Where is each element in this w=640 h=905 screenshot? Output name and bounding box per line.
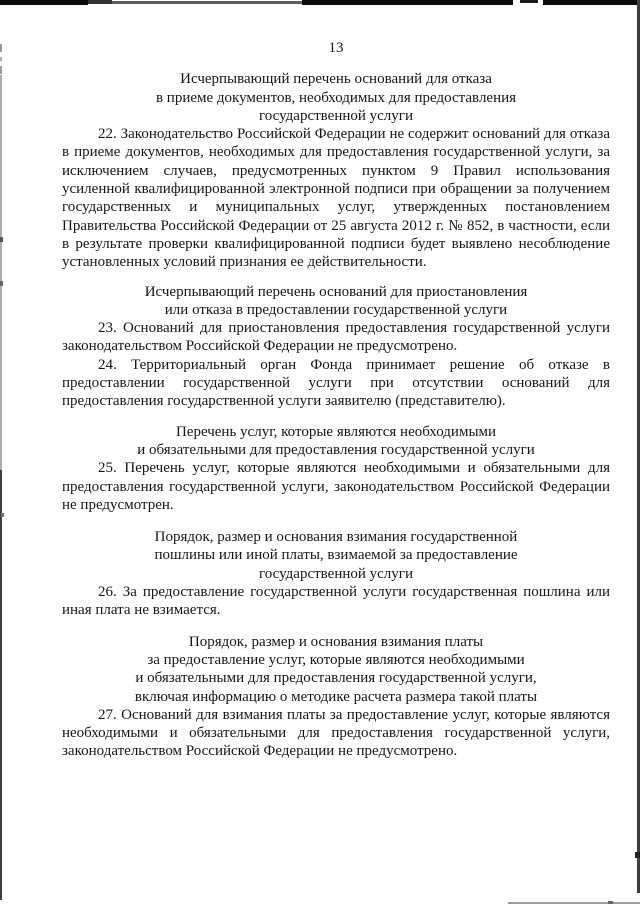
section-heading-line: или отказа в предоставлении государственной услуги bbox=[164, 301, 508, 318]
section-heading-line: включая информацию о методике расчета размера такой платы bbox=[134, 688, 538, 705]
scan-artifact-left-edge bbox=[0, 57, 2, 61]
scan-artifact-left-edge bbox=[0, 44, 2, 52]
section-heading-line: за предоставление услуг, которые являются необходимыми bbox=[147, 651, 525, 668]
scan-artifact-bottom-edge bbox=[508, 902, 640, 904]
section-heading bbox=[62, 70, 610, 125]
section-heading-line: Исчерпывающий перечень оснований для приостановления bbox=[144, 283, 528, 300]
section-heading-line: пошлины или иной платы, взимаемой за предоставление bbox=[154, 547, 518, 564]
scan-artifact-speck bbox=[635, 852, 640, 858]
paragraph-23: 23. Оснований для приостановления предоставления государственной услуги законодательством Российской Федерации не предусмотрено. bbox=[62, 320, 610, 355]
section-heading bbox=[62, 633, 610, 706]
scan-artifact-right-edge bbox=[637, 0, 640, 893]
paragraph-24: 24. Территориальный орган Фонда принимает решение об отказе в предоставлении государственной услуги при отсутствии оснований для предоставления государственной услуги заявителю (представителю). bbox=[62, 356, 610, 410]
paragraph-22: 22. Законодательство Российской Федерации не содержит оснований для отказа в приеме документов, необходимых для предоставления государственной услуги, за исключением случаев, предусмотренных пунктом 9 Правил использования усиленной квалифицированной электронной подписи при обращении за получением государственных и муниципальных услуг, утвержденных постановлением Правительства Российской Федерации от 25 августа 2012 г. № 852, в частности, если в результате проверки квалифицированной подписи будет выявлено несоблюдение установленных условий признания ее действительности. bbox=[62, 126, 610, 271]
paragraph-25: 25. Перечень услуг, которые являются необходимыми и обязательными для предоставления государственной услуги, законодательством Российской Федерации не предусмотрен. bbox=[62, 460, 610, 513]
scan-artifact-left-edge bbox=[0, 66, 2, 74]
scan-artifact-left-edge bbox=[0, 470, 2, 900]
section-heading bbox=[62, 283, 610, 320]
section-heading bbox=[62, 528, 610, 583]
paragraph-27: 27. Оснований для взимания платы за предоставление услуг, которые являются необходимыми и обязательными для предоставления государственной услуги, законодательством Российской Федерации не предусмотрено. bbox=[62, 706, 610, 760]
paragraph-26: 26. За предоставление государственной услуги государственная пошлина или иная плата не взимается. bbox=[62, 584, 610, 619]
scan-artifact-speck bbox=[1, 513, 4, 517]
section-heading-line: Порядок, размер и основания взимания государственной bbox=[154, 529, 518, 546]
section-heading bbox=[62, 423, 610, 460]
scan-artifact-speck bbox=[0, 237, 3, 242]
section-heading-line: и обязательными для предоставления государственной услуги, bbox=[135, 670, 537, 687]
section-heading-line: Перечень услуг, которые являются необходимыми bbox=[175, 423, 497, 440]
section-heading-line: Порядок, размер и основания взимания платы bbox=[188, 633, 484, 650]
scan-artifact-speck bbox=[0, 281, 3, 286]
section-heading-line: в приеме документов, необходимых для предоставления bbox=[155, 89, 517, 106]
scan-artifact-left-edge bbox=[0, 75, 2, 470]
page-content bbox=[62, 0, 610, 761]
page-number: 13 bbox=[328, 40, 344, 56]
scan-artifact-speck bbox=[608, 901, 613, 905]
section-heading-line: государственной услуги bbox=[259, 565, 413, 582]
section-heading-line: и обязательными для предоставления государственной услуги bbox=[137, 441, 535, 458]
section-heading-line: Исчерпывающий перечень оснований для отказа bbox=[180, 71, 492, 88]
section-heading-line: государственной услуги bbox=[259, 107, 413, 124]
